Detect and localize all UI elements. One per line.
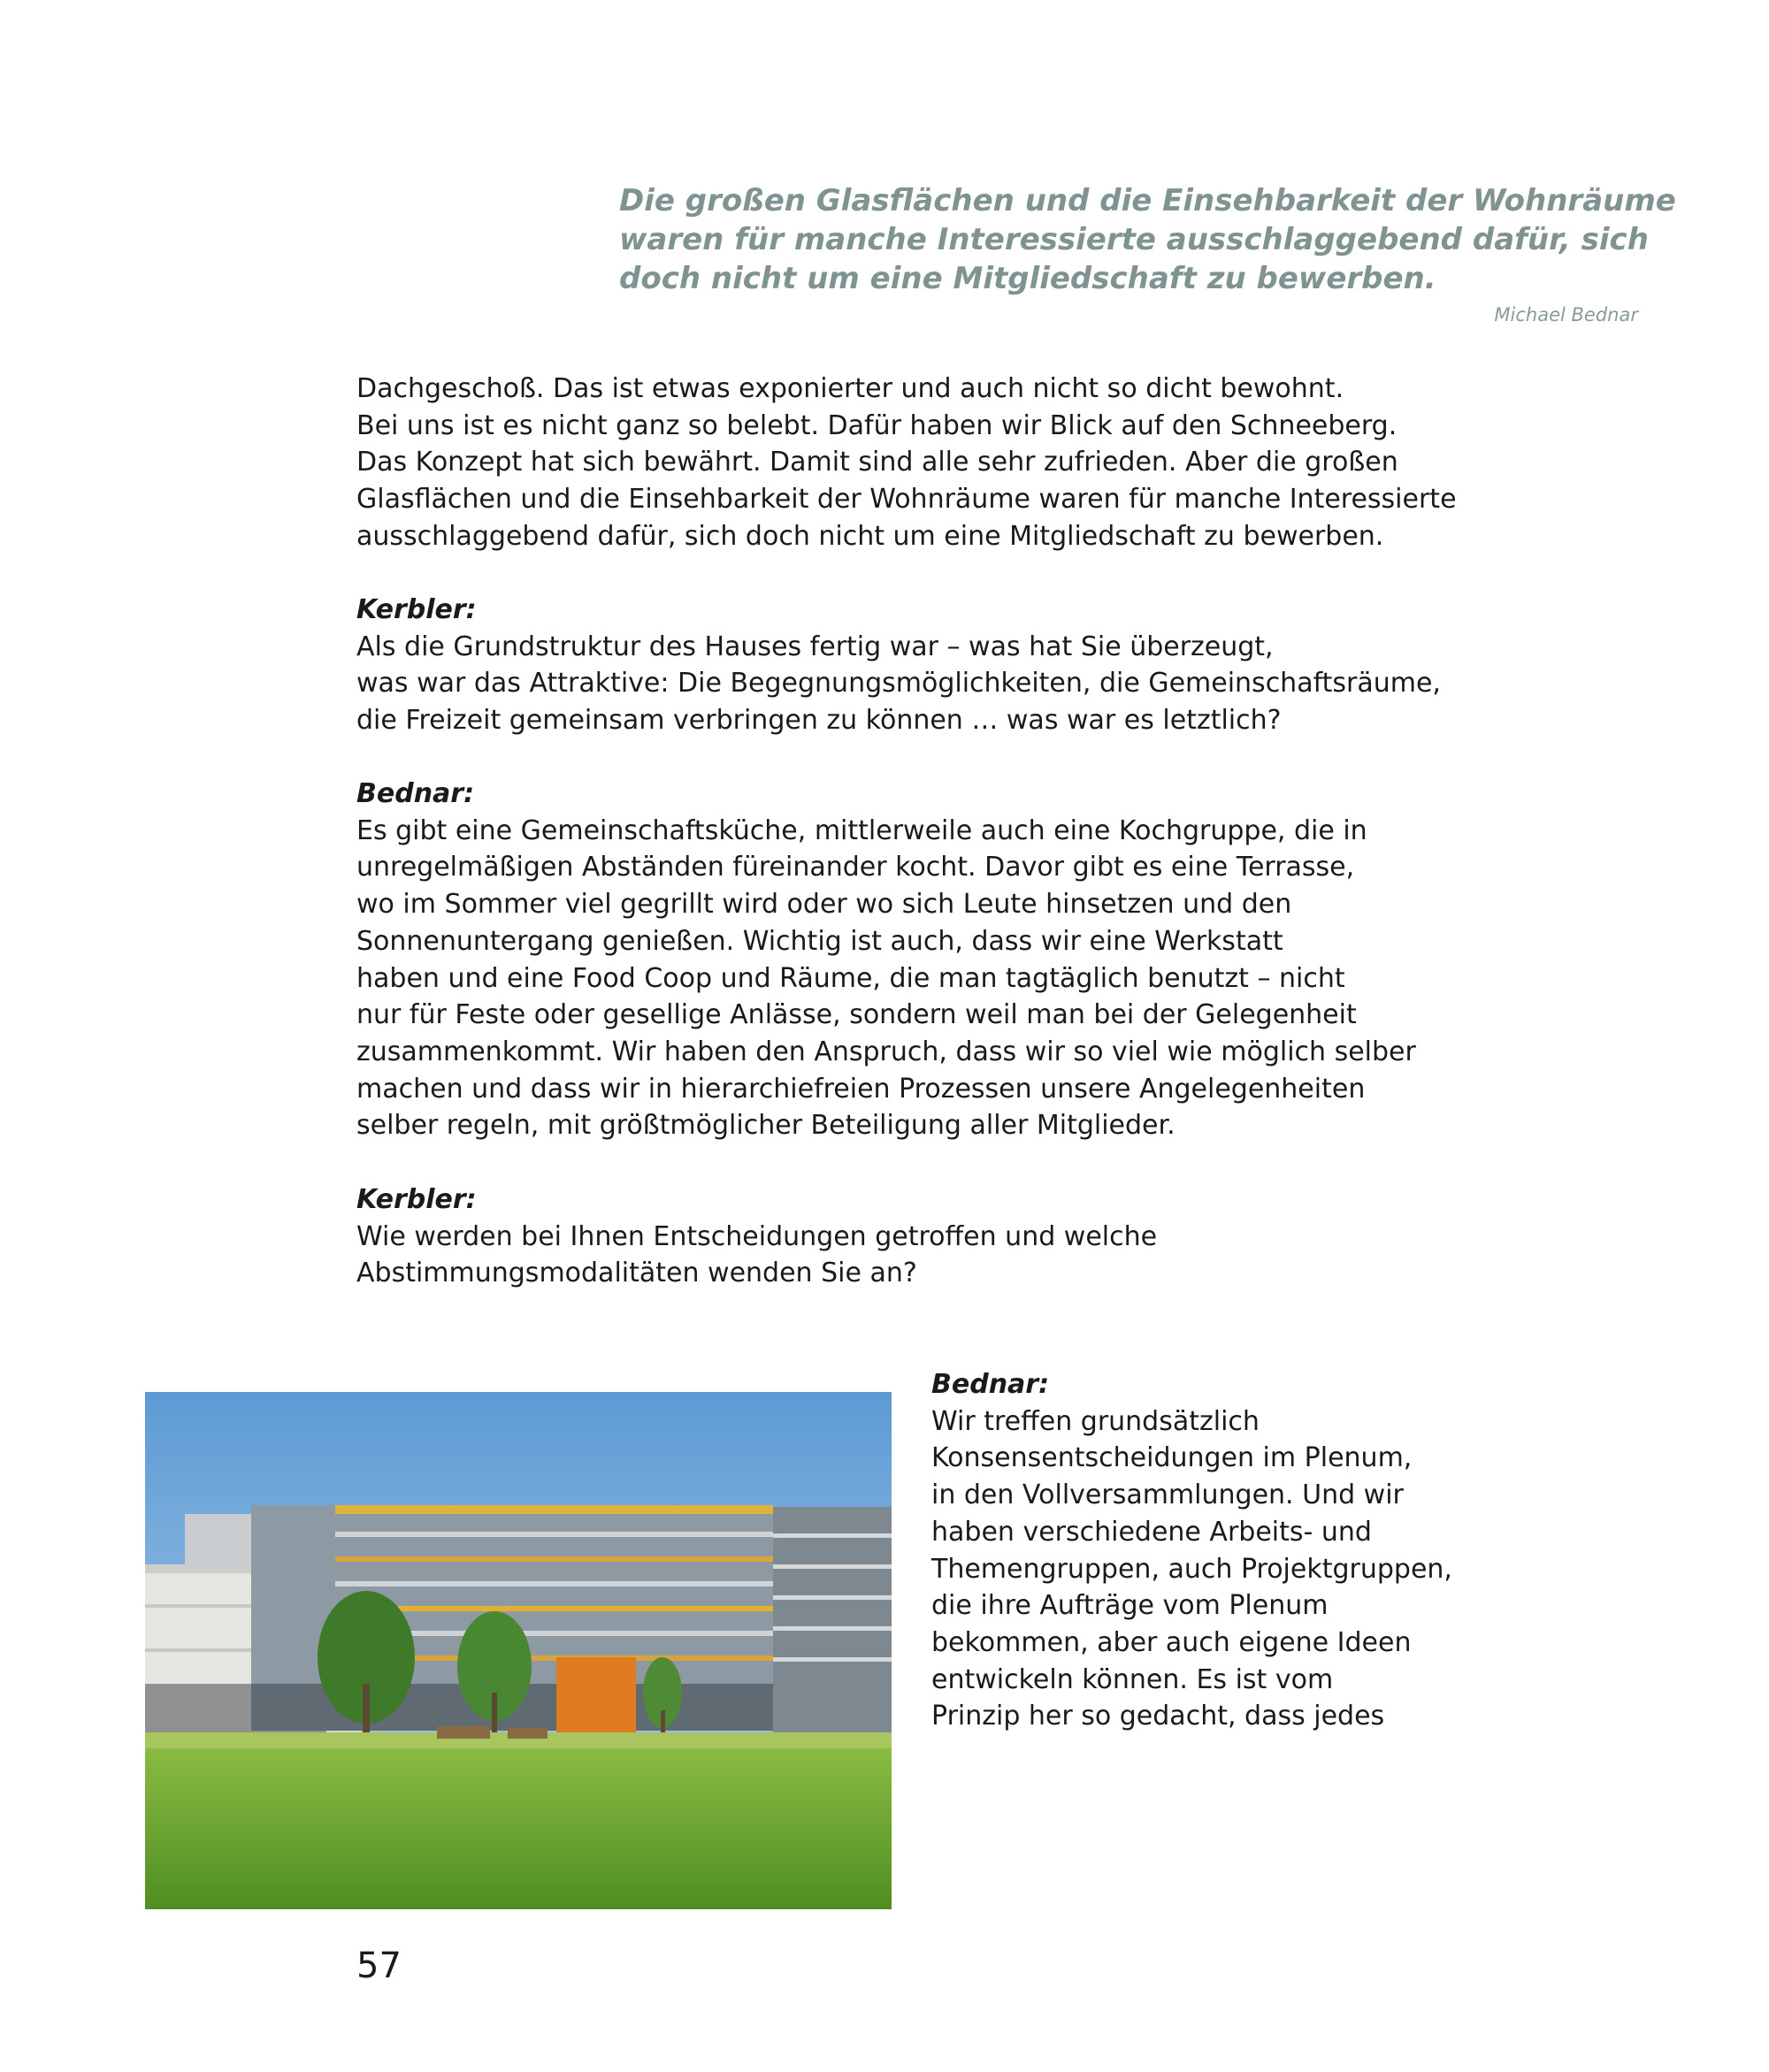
text-line: Es gibt eine Gemeinschaftsküche, mittlerweile auch eine Kochgruppe, die in — [356, 814, 1367, 846]
text-line: Themengruppen, auch Projektgruppen, — [931, 1553, 1452, 1585]
text-line: Abstimmungsmodalitäten wenden Sie an? — [356, 1258, 917, 1289]
text-line: haben und eine Food Coop und Räume, die man tagtäglich benutzt – nicht — [356, 962, 1345, 994]
pull-quote-line: doch nicht um eine Mitgliedschaft zu bewerben. — [619, 261, 1436, 296]
text-line: nur für Feste oder gesellige Anlässe, sondern weil man bei der Gelegenheit — [356, 999, 1357, 1031]
pull-quote-line: Die großen Glasflächen und die Einsehbarkeit der Wohnräume — [619, 183, 1676, 218]
building-photo — [145, 1392, 892, 1909]
text-line: Prinzip her so gedacht, dass jedes — [931, 1701, 1385, 1732]
text-line: machen und dass wir in hierarchiefreien Prozessen unsere Angelegenheiten — [356, 1073, 1366, 1105]
text-line: Wie werden bei Ihnen Entscheidungen getroffen und welche — [356, 1220, 1158, 1252]
speaker-label: Bednar: — [356, 778, 475, 809]
page-number: 57 — [356, 1946, 402, 1986]
text-line: ausschlaggebend dafür, sich doch nicht um eine Mitgliedschaft zu bewerben. — [356, 520, 1384, 552]
speaker-label: Kerbler: — [356, 1184, 477, 1215]
text-line: die ihre Aufträge vom Plenum — [931, 1590, 1329, 1622]
speaker-label: Kerbler: — [356, 594, 477, 625]
text-line: Das Konzept hat sich bewährt. Damit sind alle sehr zufrieden. Aber die großen — [356, 447, 1398, 478]
text-line: Als die Grundstruktur des Hauses fertig war – was hat Sie überzeugt, — [356, 631, 1274, 662]
text-line: entwickeln können. Es ist vom — [931, 1663, 1334, 1695]
question-kerbler-2 — [356, 1181, 1157, 1292]
text-line: Wir treffen grundsätzlich — [931, 1405, 1260, 1437]
text-line: wo im Sommer viel gegrillt wird oder wo sich Leute hinsetzen und den — [356, 889, 1292, 921]
text-line: haben verschiedene Arbeits- und — [931, 1516, 1372, 1548]
text-line: was war das Attraktive: Die Begegnungsmöglichkeiten, die Gemeinschaftsräume, — [356, 668, 1441, 700]
text-line: unregelmäßigen Abständen füreinander kocht. Davor gibt es eine Terrasse, — [356, 852, 1355, 883]
text-line: Sonnenuntergang genießen. Wichtig ist auch, dass wir eine Werkstatt — [356, 925, 1283, 957]
answer-bednar-2 — [931, 1366, 1452, 1735]
pull-quote-line: waren für manche Interessierte ausschlaggebend dafür, sich — [619, 222, 1649, 257]
text-line: Konsensentscheidungen im Plenum, — [931, 1442, 1413, 1474]
text-line: Dachgeschoß. Das ist etwas exponierter und auch nicht so dicht bewohnt. — [356, 373, 1344, 404]
pull-quote — [619, 181, 1676, 298]
text-line: zusammenkommt. Wir haben den Anspruch, dass wir so viel wie möglich selber — [356, 1036, 1416, 1067]
question-kerbler-1 — [356, 592, 1441, 739]
text-line: Glasflächen und die Einsehbarkeit der Wohnräume waren für manche Interessierte — [356, 484, 1457, 516]
text-line: in den Vollversammlungen. Und wir — [931, 1479, 1404, 1511]
answer-bednar-1 — [356, 776, 1416, 1144]
text-line: selber regeln, mit größtmöglicher Beteiligung aller Mitglieder. — [356, 1110, 1176, 1142]
text-line: die Freizeit gemeinsam verbringen zu können … was war es letztlich? — [356, 705, 1282, 737]
pull-quote-attribution: Michael Bednar — [1494, 304, 1638, 325]
text-line: Bei uns ist es nicht ganz so belebt. Dafür haben wir Blick auf den Schneeberg. — [356, 409, 1398, 441]
speaker-label: Bednar: — [931, 1369, 1050, 1400]
text-line: bekommen, aber auch eigene Ideen — [931, 1626, 1412, 1658]
intro-paragraph — [356, 371, 1457, 555]
